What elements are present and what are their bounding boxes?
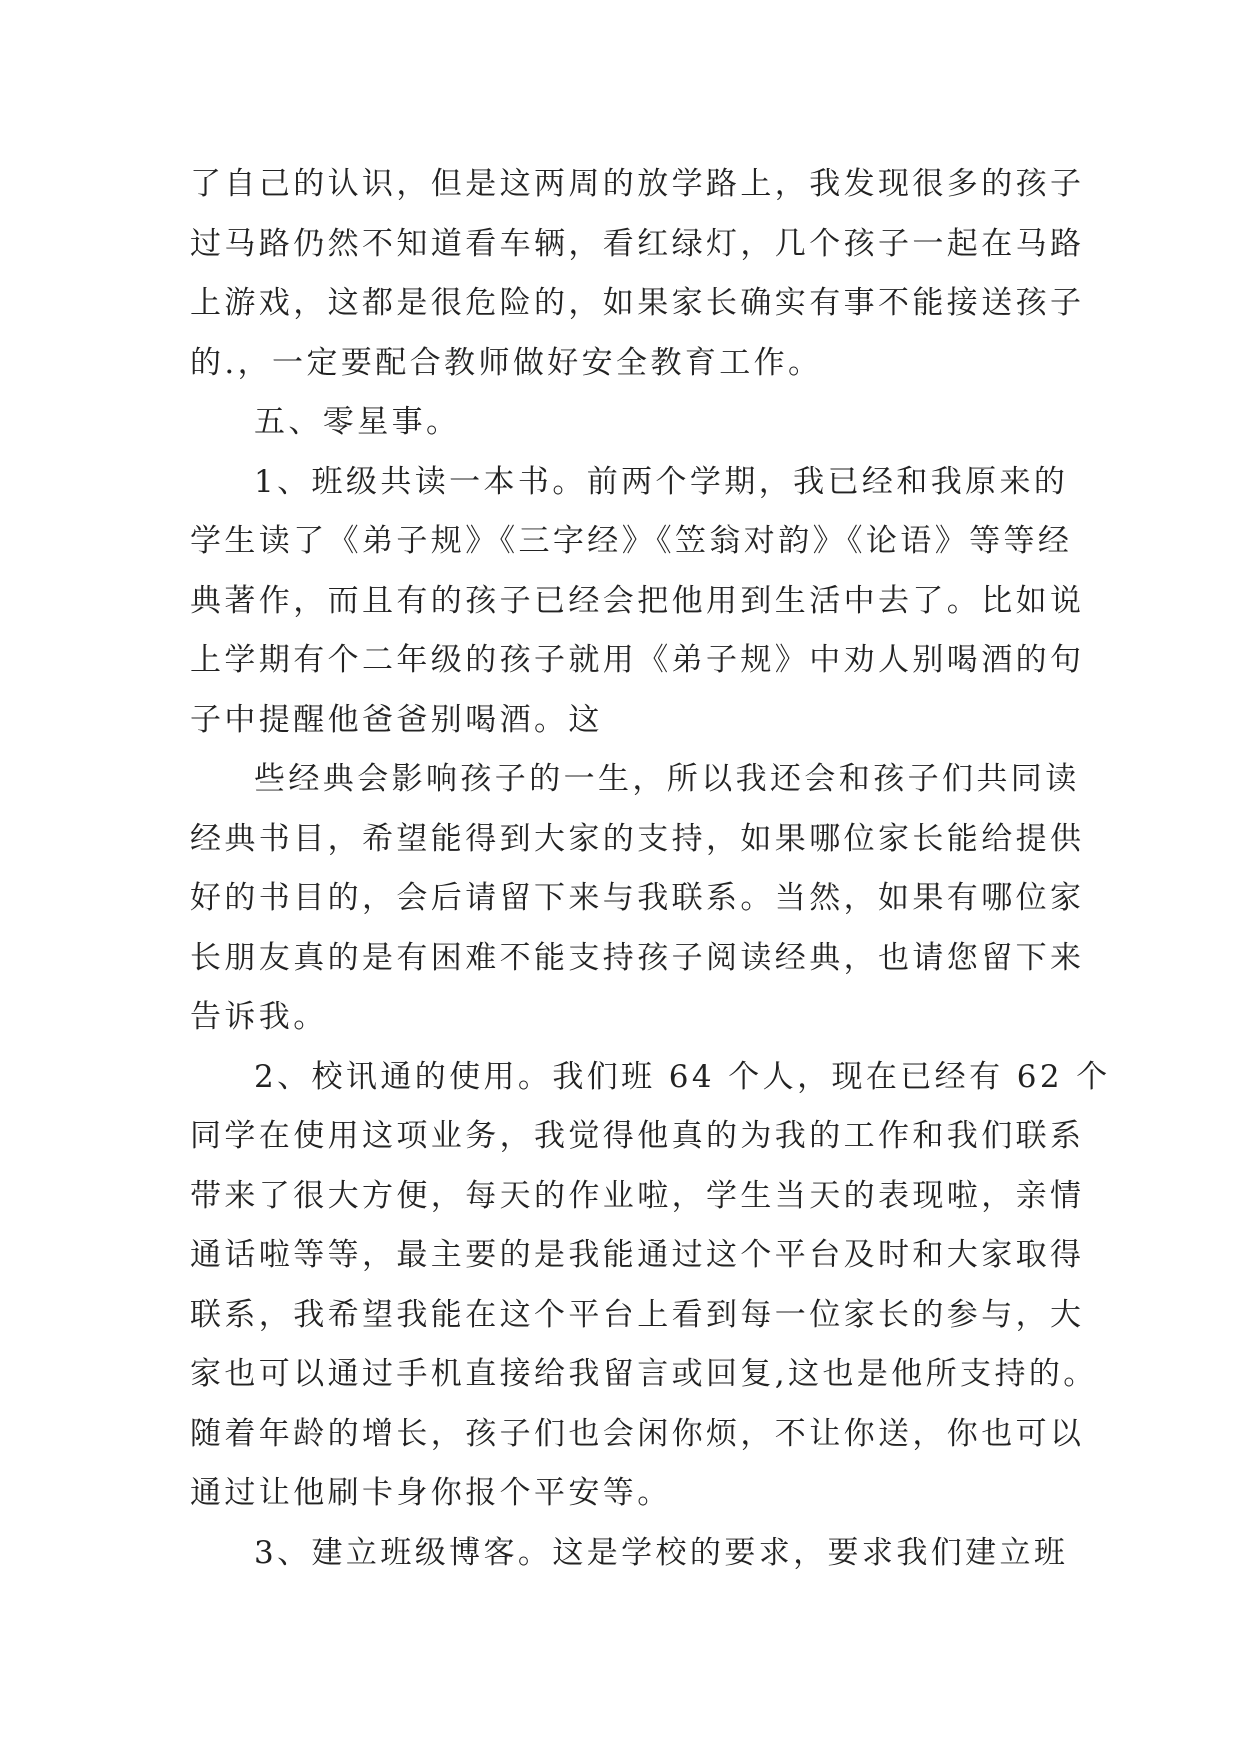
text-line: 的.，一定要配合教师做好安全教育工作。	[190, 344, 823, 381]
document-body	[190, 155, 1111, 1583]
text-line: 过马路仍然不知道看车辆，看红绿灯，几个孩子一起在马路	[190, 225, 1085, 262]
text-line: 长朋友真的是有困难不能支持孩子阅读经典，也请您留下来	[190, 939, 1085, 976]
text-line: 上学期有个二年级的孩子就用《弟子规》中劝人别喝酒的句	[190, 642, 1085, 678]
text-line: 上游戏，这都是很危险的，如果家长确实有事不能接送孩子	[190, 285, 1085, 321]
text-line: 家也可以通过手机直接给我留言或回复,这也是他所支持的。	[190, 1356, 1098, 1392]
text-line: 告诉我。	[190, 999, 328, 1035]
text-line: 子中提醒他爸爸别喝酒。这	[190, 701, 603, 738]
text-line: 带来了很大方便，每天的作业啦，学生当天的表现啦，亲情	[190, 1177, 1085, 1214]
text-line: 随着年龄的增长，孩子们也会闲你烦，不让你送，你也可以	[190, 1415, 1085, 1452]
paragraph-start: 2、校讯通的使用。我们班 64 个人，现在已经有 62 个	[254, 1058, 1111, 1095]
text-line: 好的书目的，会后请留下来与我联系。当然，如果有哪位家	[190, 880, 1085, 916]
text-line: 通过让他刷卡身你报个平安等。	[190, 1475, 672, 1511]
paragraph-start: 1、班级共读一本书。前两个学期，我已经和我原来的	[254, 463, 1069, 500]
text-line: 了自己的认识，但是这两周的放学路上，我发现很多的孩子	[190, 166, 1085, 202]
text-line: 通话啦等等，最主要的是我能通过这个平台及时和大家取得	[190, 1237, 1085, 1273]
paragraph-start: 3、建立班级博客。这是学校的要求，要求我们建立班	[254, 1534, 1069, 1571]
text-line: 联系，我希望我能在这个平台上看到每一位家长的参与，大	[190, 1296, 1085, 1333]
text-line: 同学在使用这项业务，我觉得他真的为我的工作和我们联系	[190, 1118, 1085, 1154]
text-line: 典著作，而且有的孩子已经会把他用到生活中去了。比如说	[190, 582, 1085, 619]
paragraph-start: 些经典会影响孩子的一生，所以我还会和孩子们共同读	[254, 761, 1080, 797]
text-line: 经典书目，希望能得到大家的支持，如果哪位家长能给提供	[190, 820, 1085, 857]
text-line: 学生读了《弟子规》《三字经》《笠翁对韵》《论语》等等经	[190, 523, 1073, 559]
section-heading: 五、零星事。	[254, 404, 461, 440]
